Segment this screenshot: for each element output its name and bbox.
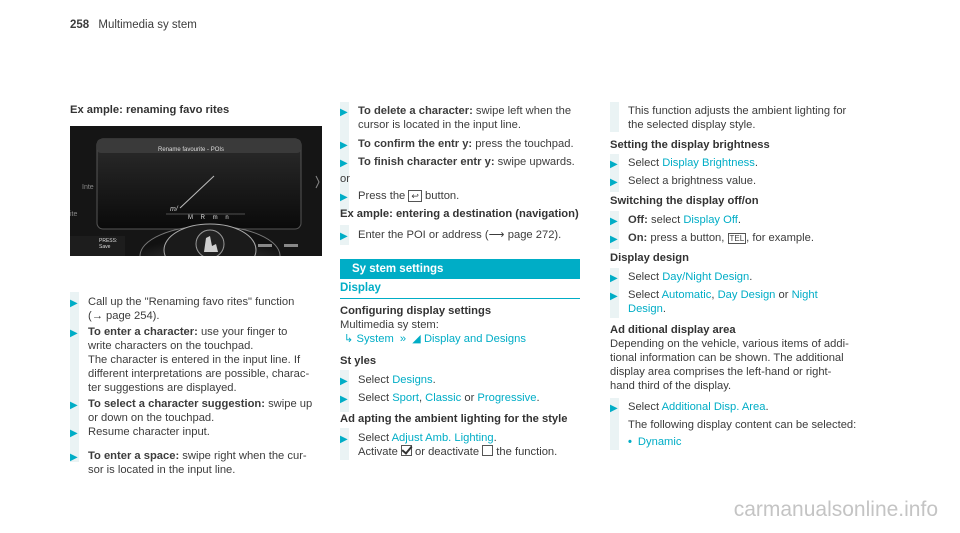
screen-title: Rename favourite - POIs bbox=[158, 147, 225, 153]
note-bar bbox=[610, 102, 619, 132]
checkbox-empty-icon bbox=[482, 445, 493, 456]
step-text: Press the bbox=[358, 190, 406, 202]
step-text: , for example. bbox=[746, 232, 814, 244]
paragraph-line: hand third of the display. bbox=[610, 380, 732, 392]
step-bold: To select a character suggestion: bbox=[88, 398, 265, 410]
header-title: Multimedia sy stem bbox=[98, 19, 197, 31]
step-text: or down on the touchpad. bbox=[88, 412, 215, 424]
step-text: swipe right when the cur‐ bbox=[179, 450, 307, 462]
step-text: select bbox=[647, 214, 684, 226]
step-adjust-lighting bbox=[340, 431, 598, 459]
arrow-icon: ▶ bbox=[610, 273, 618, 284]
note-line: This function adjusts the ambient lighting for bbox=[628, 105, 847, 117]
brightness-heading: Setting the display brightness bbox=[610, 139, 770, 151]
arrow-icon: ▶ bbox=[340, 192, 348, 203]
step-bold: To finish character entr y: bbox=[358, 156, 495, 168]
night-design-link: Design bbox=[628, 303, 663, 315]
additional-area-link: Additional Disp. Area bbox=[661, 401, 766, 413]
nav-system: System bbox=[356, 333, 394, 345]
screen-press-hint bbox=[99, 238, 117, 250]
step-text: or bbox=[775, 289, 792, 301]
page-header bbox=[70, 18, 197, 32]
step-text: The character is entered in the input line. If bbox=[88, 354, 301, 366]
paragraph-line: Depending on the vehicle, various items of addi‐ bbox=[610, 338, 849, 350]
step-delete-character bbox=[340, 104, 598, 132]
arrow-icon: ▶ bbox=[340, 158, 348, 169]
step-text: swipe left when the bbox=[472, 105, 572, 117]
step-text: Enter the POI or address ( bbox=[358, 229, 489, 241]
note-text bbox=[628, 104, 872, 132]
step-enter-character bbox=[70, 325, 343, 395]
step-display-on bbox=[610, 231, 890, 245]
sport-link: Sport bbox=[392, 392, 419, 404]
step-select-suggestion bbox=[70, 397, 343, 425]
step-select-style bbox=[340, 391, 598, 405]
onoff-heading: Switching the display off/on bbox=[610, 195, 759, 207]
step-text: . bbox=[493, 432, 497, 444]
step-text: cursor is located in the input line. bbox=[358, 119, 521, 131]
display-icon: ◢ bbox=[412, 333, 421, 345]
step-text: different interpretations are possible, charac‐ bbox=[88, 368, 310, 380]
step-text: , bbox=[418, 392, 426, 404]
bullet-icon: • bbox=[628, 436, 632, 448]
nav-arrow-icon: ↳ bbox=[344, 333, 354, 345]
example-renaming-heading: Ex ample: renaming favo rites bbox=[70, 104, 230, 116]
step-text: . bbox=[662, 303, 666, 315]
back-icon: ↩ bbox=[408, 190, 422, 202]
step-select-design-mode bbox=[610, 288, 890, 316]
arrow-icon: ▶ bbox=[340, 107, 348, 118]
step-enter-poi bbox=[340, 228, 598, 242]
classic-link: Classic bbox=[425, 392, 462, 404]
config-sub: Multimedia sy stem: bbox=[340, 319, 439, 331]
arrow-icon: ▶ bbox=[610, 159, 618, 170]
arrow-icon: ▶ bbox=[340, 231, 348, 242]
step-bold: To enter a character: bbox=[88, 326, 198, 338]
page-number: 258 bbox=[70, 19, 90, 31]
step-text: sor is located in the input line. bbox=[88, 464, 236, 476]
nav-path bbox=[340, 332, 580, 346]
arrow-icon: ▶ bbox=[610, 177, 618, 188]
arrow-icon: ▶ bbox=[70, 328, 78, 339]
arrow-icon: ▶ bbox=[340, 434, 348, 445]
step-text: Select a brightness value. bbox=[628, 175, 757, 187]
step-finish-entry bbox=[340, 155, 598, 169]
step-text: ter suggestions are displayed. bbox=[88, 382, 237, 394]
step-text: Call up the "Renaming favo rites" function bbox=[88, 296, 295, 308]
step-text: the function. bbox=[493, 446, 558, 458]
design-heading: Display design bbox=[610, 252, 689, 264]
nav-double-arrow-icon: » bbox=[399, 333, 407, 345]
step-select-brightness bbox=[610, 156, 890, 170]
step-text: Select bbox=[358, 432, 392, 444]
dynamic-link: Dynamic bbox=[637, 436, 682, 448]
arrow-icon: ▶ bbox=[610, 216, 618, 227]
step-text: Select bbox=[628, 401, 662, 413]
display-off-link: Display Off bbox=[683, 214, 738, 226]
checkbox-checked-icon bbox=[401, 445, 412, 456]
night-design-link: Night bbox=[791, 289, 818, 301]
step-select-designs bbox=[340, 373, 598, 387]
note-line: the selected display style. bbox=[628, 119, 756, 131]
styles-heading: St yles bbox=[340, 355, 377, 367]
step-text: Select bbox=[358, 392, 393, 404]
step-confirm-entry bbox=[340, 137, 598, 151]
designs-link: Designs bbox=[392, 374, 433, 386]
step-text: Select bbox=[628, 271, 663, 283]
adapt-heading: Ad apting the ambient lighting for the style bbox=[340, 413, 568, 425]
screen-side-text-2: ite bbox=[70, 211, 78, 218]
step-brightness-value bbox=[610, 174, 890, 188]
page-ref-arrow-icon: ⟶ bbox=[488, 229, 505, 241]
step-enter-space bbox=[70, 449, 343, 477]
selectable-content-text: The following display content can be selected: bbox=[628, 419, 857, 431]
step-press-back bbox=[340, 189, 598, 203]
step-text: swipe upwards. bbox=[494, 156, 575, 168]
paragraph-line: tional information can be shown. The additional bbox=[610, 352, 844, 364]
step-bold: Off: bbox=[628, 214, 648, 226]
arrow-icon: ▶ bbox=[610, 291, 618, 302]
step-text: Resume character input. bbox=[88, 426, 210, 438]
example-navigation-heading: Ex ample: entering a destination (navigation) bbox=[340, 208, 579, 220]
step-text: . bbox=[765, 401, 769, 413]
or-text: or bbox=[340, 173, 350, 185]
step-display-off bbox=[610, 213, 890, 227]
step-text: , bbox=[711, 289, 718, 301]
step-text: press a button, bbox=[647, 232, 728, 244]
arrow-icon: ▶ bbox=[340, 376, 348, 387]
step-bold: To confirm the entr y: bbox=[358, 138, 473, 150]
paragraph-line: display area comprises the left-hand or right- bbox=[610, 366, 832, 378]
config-heading: Configuring display settings bbox=[340, 305, 492, 317]
step-text: . bbox=[737, 214, 741, 226]
arrow-icon: ▶ bbox=[70, 428, 78, 439]
step-text: page 272). bbox=[504, 229, 562, 241]
progressive-link: Progressive bbox=[477, 392, 537, 404]
display-brightness-link: Display Brightness bbox=[662, 157, 755, 169]
step-text: Select bbox=[358, 374, 393, 386]
step-text: Select bbox=[628, 157, 663, 169]
automatic-link: Automatic bbox=[661, 289, 712, 301]
screen-letters: M R m n bbox=[188, 215, 232, 221]
display-screenshot bbox=[70, 126, 322, 256]
arrow-icon: ▶ bbox=[610, 234, 618, 245]
arrow-icon: ▶ bbox=[70, 298, 78, 309]
arrow-icon: ▶ bbox=[610, 403, 618, 414]
step-call-up bbox=[70, 295, 343, 323]
day-design-link: Day Design bbox=[717, 289, 776, 301]
arrow-icon: ▶ bbox=[340, 140, 348, 151]
step-text: Select bbox=[628, 289, 662, 301]
step-text: . bbox=[749, 271, 753, 283]
bullet-dynamic bbox=[628, 435, 872, 449]
arrow-icon: ▶ bbox=[70, 400, 78, 411]
step-text: swipe up bbox=[264, 398, 313, 410]
additional-area-heading: Ad ditional display area bbox=[610, 324, 736, 336]
subsection-title: Display bbox=[340, 281, 580, 299]
screen-press-action: Save bbox=[99, 244, 111, 250]
step-text: . bbox=[432, 374, 436, 386]
step-bold: On: bbox=[628, 232, 648, 244]
additional-area-text bbox=[610, 337, 872, 393]
step-text: (→ page 254). bbox=[88, 310, 160, 322]
step-text: or deactivate bbox=[411, 446, 483, 458]
step-text: Activate bbox=[358, 446, 401, 458]
nav-display-designs: Display and Designs bbox=[423, 333, 526, 345]
step-bold: To enter a space: bbox=[88, 450, 180, 462]
step-additional-area bbox=[610, 400, 890, 414]
day-night-design-link: Day/Night Design bbox=[662, 271, 750, 283]
arrow-icon: ▶ bbox=[340, 394, 348, 405]
step-day-night-design bbox=[610, 270, 890, 284]
screen-press-label: PRESS: bbox=[99, 238, 118, 244]
step-text: button. bbox=[421, 190, 460, 202]
step-text: write characters on the touchpad. bbox=[88, 340, 254, 352]
screen-input-hint: m/ bbox=[170, 206, 178, 213]
watermark: carmanualsonline.info bbox=[733, 498, 938, 521]
step-text: use your finger to bbox=[197, 326, 288, 338]
step-bold: To delete a character: bbox=[358, 105, 473, 117]
step-text: press the touchpad. bbox=[472, 138, 574, 150]
adjust-lighting-link: Adjust Amb. Lighting bbox=[391, 432, 494, 444]
tel-button-icon: TEL bbox=[729, 234, 745, 243]
step-text: . bbox=[754, 157, 758, 169]
step-text: or bbox=[461, 392, 478, 404]
arrow-icon: ▶ bbox=[70, 452, 78, 463]
screen-side-text-1: Inte bbox=[82, 184, 94, 191]
step-resume bbox=[70, 425, 343, 439]
step-text: . bbox=[536, 392, 540, 404]
section-title: Sy stem settings bbox=[340, 259, 580, 279]
